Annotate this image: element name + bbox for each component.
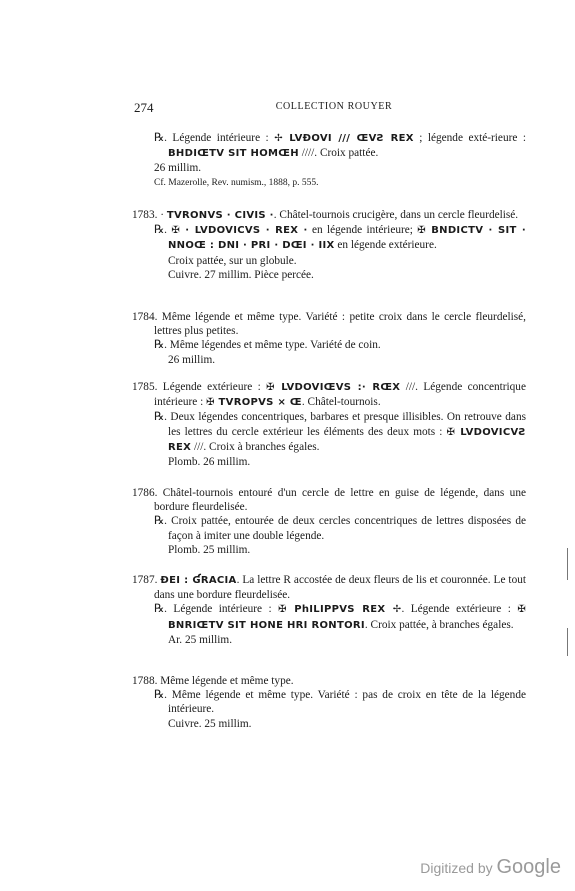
running-title: COLLECTION ROUYER: [275, 101, 393, 112]
obverse-description: 1788. Même légende et même type.: [132, 675, 294, 687]
reverse-description: ℞. Même légende et même type. Variété : pas de croix en tête de la légende intérieure.: [154, 689, 526, 716]
entry-1784: [132, 310, 526, 367]
entry-continuation: [132, 131, 526, 190]
coin-legend: ✠ TVROPVS × Œ: [206, 397, 302, 409]
reverse-description: ℞. ✠ · LVDOVICVS · REX · en légende intérieure; ✠ BNDICTV · SIT · NNOŒ : DNI · PRI · DŒI · IIX en légende extérieure.: [154, 224, 526, 252]
measurement: Plomb. 26 millim.: [168, 456, 251, 469]
coin-legend: TVRONVS · CIVIS ·: [166, 210, 274, 221]
obverse-description: 1785. Légende extérieure : ✠ LVDOVIŒVS :· RŒX ///. Légende concentrique intérieure : ✠ TVROPVS × Œ. Châtel-tournois.: [132, 381, 526, 409]
reverse-description: ℞. Même légendes et même type. Variété de coin.: [154, 339, 381, 352]
coin-legend: ÐEI : ƓRACIA: [160, 575, 237, 586]
measurement: Cuivre. 25 millim.: [168, 717, 252, 730]
coin-legend: ✠ BNDICTV · SIT · NNOŒ : DNI · PRI · DŒI · IIX: [168, 225, 526, 252]
digitized-watermark: Digitized by Google: [420, 856, 561, 878]
entry-1785: [132, 380, 526, 469]
page-header: [134, 100, 534, 120]
page-number: 274: [134, 100, 154, 115]
reverse-description: ℞. Deux légendes concentriques, barbares et presque illisibles. On retrouve dans les lettres du cercle extérieur les éléments des deux mots : ✠ LVDOVICVƧ REX ///. Croix à branches égales.: [154, 411, 526, 453]
measurement: Ar. 25 millim.: [168, 633, 233, 646]
measurement: 26 millim.: [168, 353, 216, 366]
obverse-description: 1786. Châtel-tournois entouré d'un cercle de lettre en guise de légende, dans une bordure fleurdelisée.: [132, 487, 526, 514]
reverse-description: ℞. Croix pattée, entourée de deux cercles concentriques de lettres disposées de façon à imiter une double légende.: [154, 515, 526, 542]
coin-legend: BHDIŒTV SIT HOMŒH: [168, 148, 299, 160]
reverse-description: ℞. Légende intérieure : ✢ LVÐOVI /// ŒVƧ REX ; légende exté-rieure : BHDIŒTV SIT HOMŒH ////. Croix pattée.: [154, 132, 526, 160]
coin-legend: ✠ PhILIPPVS REX ✢: [278, 604, 402, 616]
coin-legend: ✠ LVDOVICVƧ REX: [168, 426, 526, 453]
measurement: 26 millim.: [154, 162, 202, 175]
type-description: Croix pattée, sur un globule.: [168, 254, 297, 267]
obverse-description: 1783. · TVRONVS · CIVIS ·. Châtel-tournois crucigère, dans un cercle fleurdelisé.: [132, 209, 519, 221]
reverse-description: ℞. Légende intérieure : ✠ PhILIPPVS REX ✢. Légende extérieure : ✠ BNRIŒTV SIT HONE HRI RONTORI. Croix pattée, à branches égales.: [154, 603, 526, 631]
coin-legend: ✠ · LVDOVICVS · REX ·: [171, 225, 308, 237]
measurement: Cuivre. 27 millim. Pièce percée.: [168, 268, 314, 281]
entry-1787: [132, 573, 526, 647]
citation: Cf. Mazerolle, Rev. numism., 1888, p. 555.: [154, 177, 319, 188]
coin-legend: ✠ LVDOVIŒVS :· RŒX: [266, 382, 401, 393]
coin-legend: ✢ LVÐOVI /// ŒVƧ REX: [274, 133, 414, 144]
measurement: Plomb. 25 millim.: [168, 543, 251, 556]
entry-1788: [132, 674, 526, 731]
coin-legend: ✠ BNRIŒTV SIT HONE HRI RONTORI: [168, 604, 526, 631]
obverse-description: 1784. Même légende et même type. Variété : petite croix dans le cercle fleurdelisé, lettres plus petites.: [132, 311, 526, 338]
entry-1783: [132, 208, 526, 282]
entry-1786: [132, 486, 526, 557]
margin-scan-mark: [567, 628, 568, 656]
obverse-description: 1787. ÐEI : ƓRACIA. La lettre R accostée de deux fleurs de lis et couronnée. Le tout dans une bordure fleurdelisée.: [132, 574, 527, 602]
margin-scan-mark: [567, 548, 568, 580]
google-logo-text: Google: [496, 856, 561, 878]
